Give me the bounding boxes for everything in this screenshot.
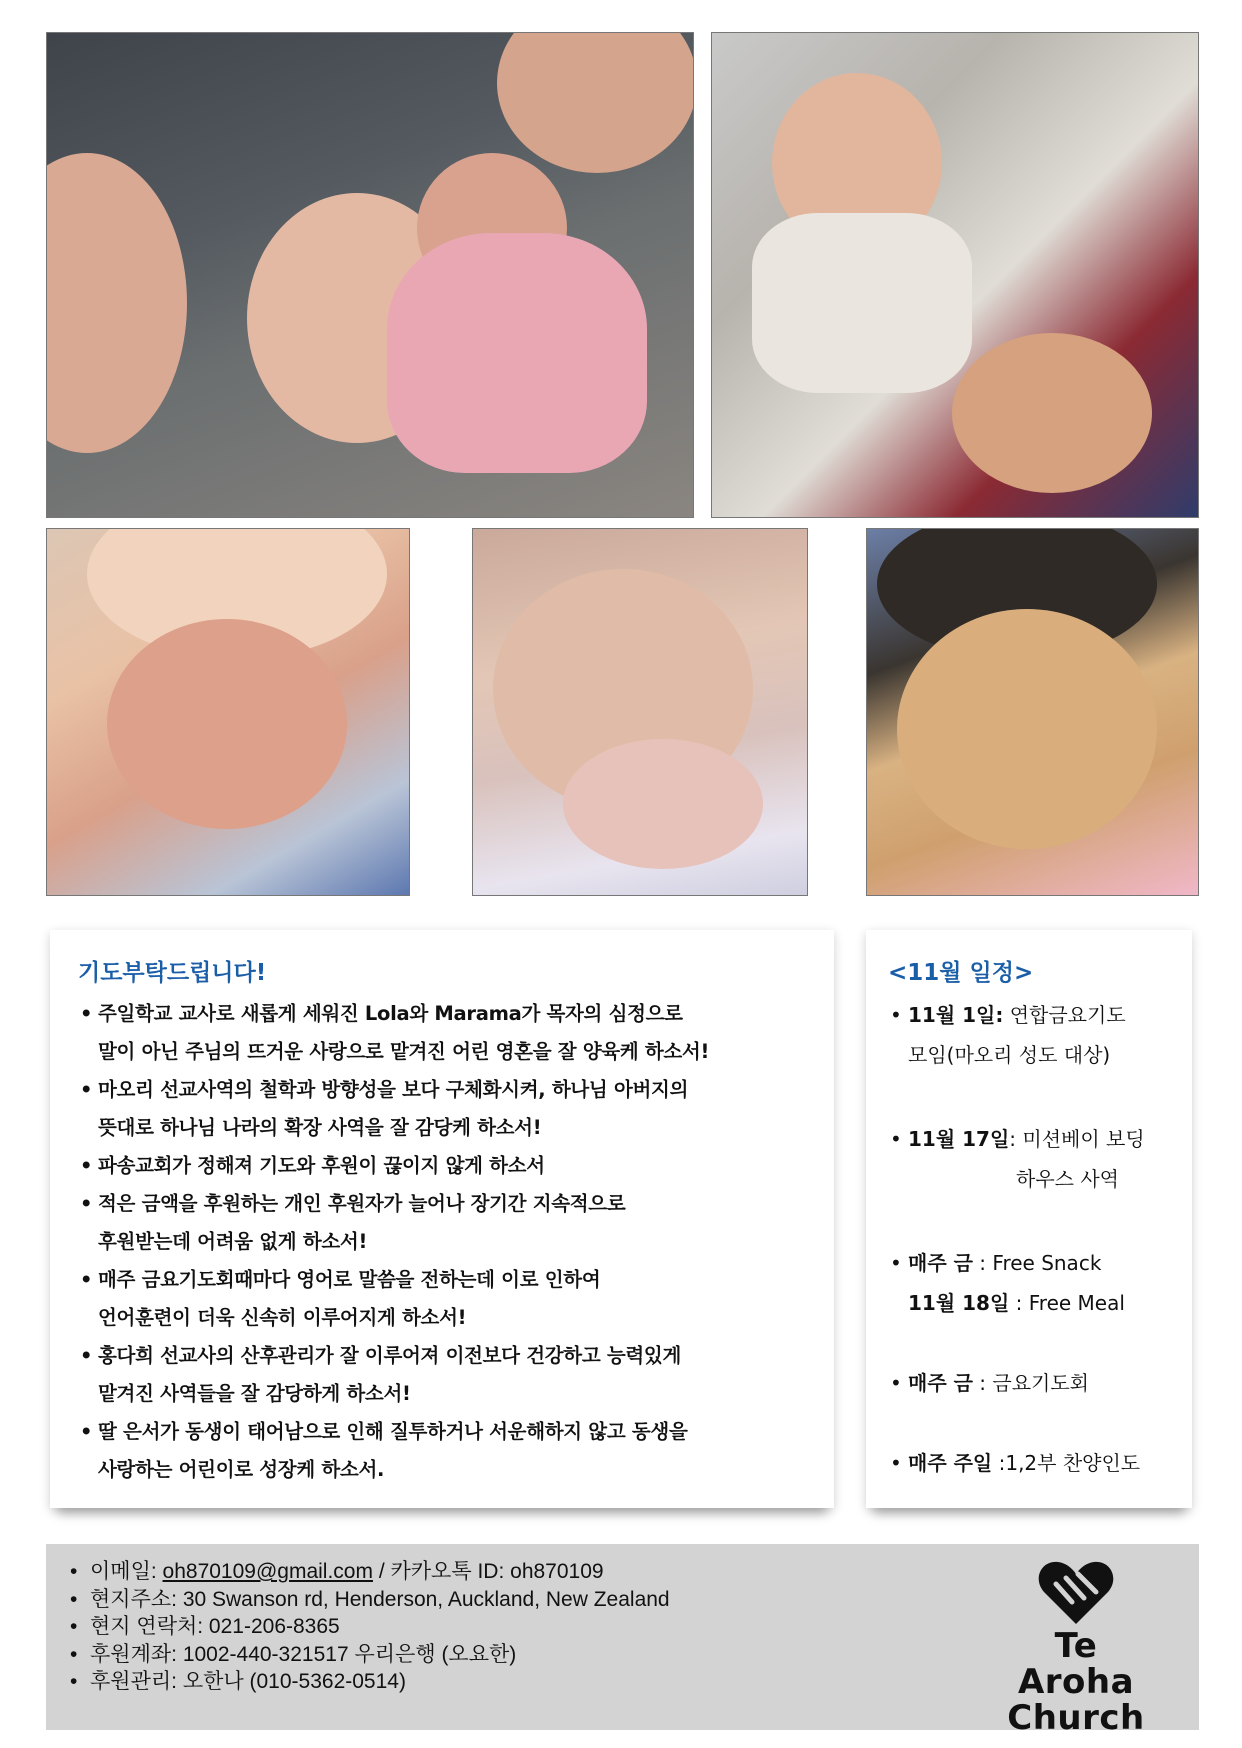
logo-name-line2: Church: [1007, 1698, 1145, 1738]
address-line: • 현지주소: 30 Swanson rd, Henderson, Auckland, New Zealand: [68, 1586, 1199, 1614]
schedule-item: • 11월 1일: 연합금요기도 모임(마오리 성도 대상): [888, 995, 1174, 1075]
manager-line: • 후원관리: 오한나 (010-5362-0514): [68, 1668, 1199, 1696]
prayer-item: • 딸 은서가 동생이 태어남으로 인해 질투하거나 서운해하지 않고 동생을 사랑하는 어린이로 성장케 하소서.: [78, 1413, 808, 1489]
prayer-item: • 홍다희 선교사의 산후관리가 잘 이루어져 이전보다 건강하고 능력있게 맡겨진 사역들을 잘 감당하게 하소서!: [78, 1337, 808, 1413]
prayer-item: • 파송교회가 정해져 기도와 후원이 끊이지 않게 하소서: [78, 1147, 808, 1185]
schedule-item: • 매주 금 : Free Snack 11월 18일 : Free Meal: [888, 1243, 1174, 1323]
logo-name-line1: Te Aroha: [1017, 1626, 1135, 1702]
schedule-item: • 매주 금 : 금요기도회: [888, 1363, 1174, 1403]
kiss-photo: [472, 528, 808, 896]
newborn-hat-photo: [46, 528, 410, 896]
phone-line: • 현지 연락처: 021-206-8365: [68, 1613, 1199, 1641]
church-logo: [991, 1558, 1161, 1738]
prayer-item: • 매주 금요기도회때마다 영어로 말씀을 전하는데 이로 인하여 언어훈련이 더욱 신속히 이루어지게 하소서!: [78, 1261, 808, 1337]
november-schedule-card: [866, 930, 1192, 1508]
schedule-item: • 11월 17일: 미션베이 보딩 하우스 사역: [888, 1119, 1174, 1199]
newborn-profile-photo: [866, 528, 1199, 896]
prayer-requests-card: [50, 930, 834, 1508]
prayer-item: • 마오리 선교사역의 철학과 방향성을 보다 구체화시켜, 하나님 아버지의 뜻대로 하나님 나라의 확장 사역을 잘 감당케 하소서!: [78, 1071, 808, 1147]
prayer-list: [78, 995, 808, 1489]
account-line: • 후원계좌: 1002-440-321517 우리은행 (오요한): [68, 1641, 1199, 1669]
siblings-photo: [711, 32, 1199, 518]
contact-footer: [46, 1544, 1199, 1738]
prayer-title: 기도부탁드립니다!: [78, 960, 267, 986]
prayer-item: • 적은 금액을 후원하는 개인 후원자가 늘어나 장기간 지속적으로 후원받는데 어려움 없게 하소서!: [78, 1185, 808, 1261]
heart-logo-icon: [1036, 1558, 1116, 1628]
prayer-item: • 주일학교 교사로 새롭게 세워진 Lola와 Marama가 목자의 심정으로 말이 아닌 주님의 뜨거운 사랑으로 맡겨진 어린 영혼을 잘 양육케 하소서!: [78, 995, 808, 1071]
family-photo: [46, 32, 694, 518]
schedule-item: • 매주 주일 :1,2부 찬양인도: [888, 1443, 1174, 1483]
schedule-title: <11월 일정>: [888, 960, 1034, 986]
email-link[interactable]: oh870109@gmail.com: [162, 1560, 373, 1583]
email-line: • 이메일: oh870109@gmail.com / 카카오톡 ID: oh870109: [68, 1558, 1199, 1586]
